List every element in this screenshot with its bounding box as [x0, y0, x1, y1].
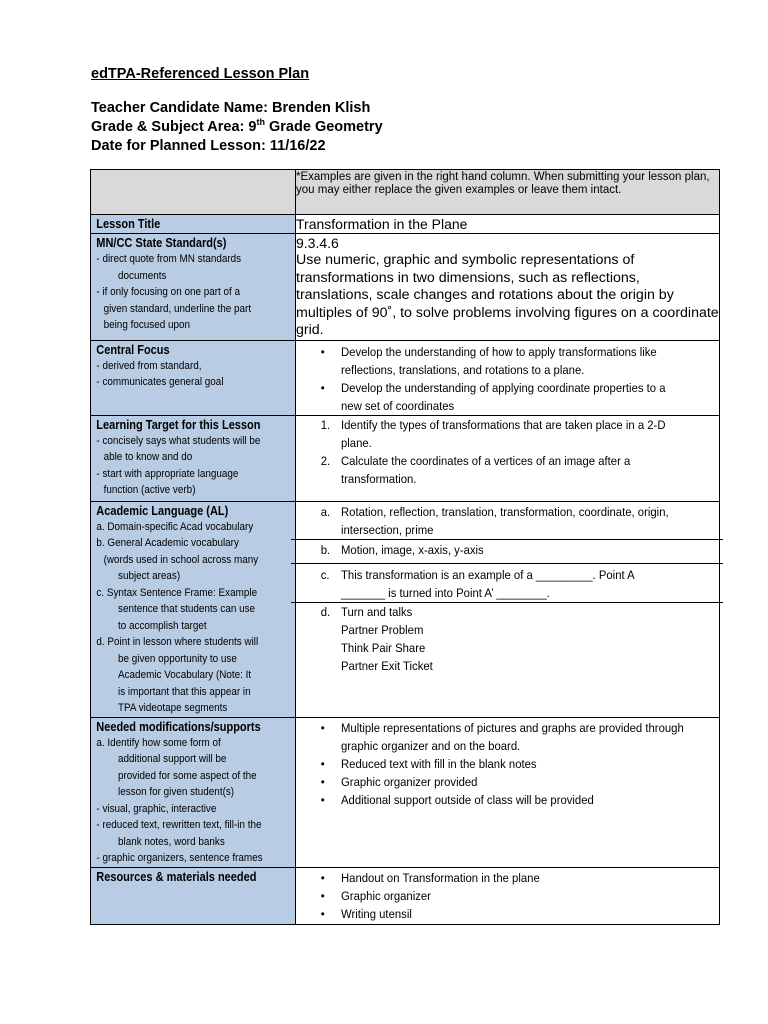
- al-part-a: [291, 502, 723, 540]
- academic-language-cell: [296, 501, 720, 717]
- document-title: edTPA-Referenced Lesson Plan: [91, 66, 310, 82]
- al-part-d-item-wrap: [320, 603, 692, 621]
- learning-target-cell: [296, 415, 720, 501]
- standard-heading: MN/CC State Standard(s): [96, 236, 227, 250]
- lesson-title-heading: Lesson Title: [96, 217, 161, 231]
- modifications-note: lesson for given student(s): [118, 786, 235, 798]
- learning-target-note: able to know and do: [103, 451, 193, 463]
- learning-target-heading: Learning Target for this Lesson: [96, 417, 261, 432]
- academic-language-label-cell: [91, 501, 296, 717]
- examples-row: [91, 170, 720, 215]
- central-focus-list: [296, 343, 719, 415]
- resource-item: • Handout on Transformation in the plane: [341, 869, 689, 887]
- academic-language-row: [91, 501, 720, 717]
- resources-list: [296, 869, 719, 923]
- academic-language-note: be given opportunity to use: [118, 652, 237, 665]
- learning-target-note: function (active verb): [103, 484, 196, 496]
- modifications-label-cell: [91, 717, 296, 867]
- al-part-c-label: c.: [320, 567, 330, 582]
- standard-note: - if only focusing on one part of a: [96, 286, 241, 298]
- standard-note: documents: [118, 269, 167, 282]
- modifications-cell: [296, 717, 720, 867]
- lesson-title-label-cell: [91, 215, 296, 234]
- academic-language-note: c. Syntax Sentence Frame: Example: [96, 586, 258, 599]
- learning-target-note: - concisely says what students will be: [96, 434, 261, 447]
- academic-language-note: (words used in school across many: [103, 553, 259, 566]
- al-part-d-item: Turn and talks: [341, 604, 413, 619]
- modification-item: • Reduced text with fill in the blank notes: [341, 755, 689, 773]
- al-part-d: [291, 603, 723, 675]
- modification-item: • Additional support outside of class will be provided: [341, 791, 689, 809]
- modification-item: • Graphic organizer provided: [341, 773, 689, 791]
- lesson-title-value-cell: [296, 215, 720, 234]
- resource-item: • Graphic organizer: [341, 887, 689, 905]
- central-focus-note: - derived from standard,: [96, 359, 202, 372]
- resources-label-cell: [91, 867, 296, 924]
- academic-language-note: to accomplish target: [118, 619, 207, 632]
- al-part-d-item: Partner Exit Ticket: [341, 658, 433, 673]
- lesson-title-value: Transformation in the Plane: [296, 216, 468, 232]
- modifications-note: a. Identify how some form of: [96, 736, 221, 749]
- academic-language-note: subject areas): [118, 570, 181, 582]
- resources-row: [91, 867, 720, 924]
- grade-label: Grade & Subject Area:: [91, 119, 245, 135]
- examples-left-cell: [91, 170, 296, 215]
- central-focus-label-cell: [91, 340, 296, 415]
- central-focus-heading: Central Focus: [96, 342, 170, 357]
- resources-heading: Resources & materials needed: [96, 869, 257, 884]
- learning-target-text: Identify the types of transformations that are taken place in a 2-D plane.: [341, 417, 666, 450]
- modifications-note: - visual, graphic, interactive: [96, 802, 217, 815]
- standard-label-cell: [91, 234, 296, 341]
- lesson-plan-table: [90, 169, 720, 925]
- learning-target-item: [320, 416, 689, 452]
- al-part-a-label: a.: [320, 504, 331, 519]
- academic-language-note: b. General Academic vocabulary: [96, 537, 239, 549]
- modification-item: • Multiple representations of pictures and graphs are provided through graphic organizer and on the board.: [341, 719, 689, 755]
- academic-language-note: d. Point in lesson where students will: [96, 636, 259, 648]
- learning-target-text: Calculate the coordinates of a vertices of an image after a transformation.: [341, 453, 631, 486]
- resource-item: • Writing utensil: [341, 905, 689, 923]
- al-part-b-label: b.: [320, 542, 331, 557]
- al-part-c: [291, 564, 723, 603]
- academic-language-note: a. Domain-specific Acad vocabulary: [96, 520, 254, 533]
- standard-note: - direct quote from MN standards: [96, 253, 242, 265]
- standard-note: being focused upon: [103, 319, 191, 331]
- academic-language-note: sentence that students can use: [118, 603, 256, 615]
- al-part-a-text-wrap: [320, 503, 692, 539]
- standard-note: given standard, underline the part: [103, 302, 252, 315]
- modifications-heading: Needed modifications/supports: [96, 719, 261, 734]
- al-part-c-line1-wrap: [320, 566, 692, 584]
- date-label: Date for Planned Lesson:: [91, 138, 266, 154]
- learning-target-label-cell: [91, 415, 296, 501]
- date-value: 11/16/22: [269, 138, 326, 154]
- standard-code: 9.3.4.6: [296, 235, 339, 251]
- resources-cell: [296, 867, 720, 924]
- learning-target-item: [320, 452, 689, 488]
- learning-target-note: - start with appropriate language: [96, 467, 239, 480]
- grade-superscript: th: [256, 117, 265, 128]
- al-part-d-item: Think Pair Share: [341, 640, 426, 655]
- grade-number: 9: [248, 119, 257, 135]
- modifications-note: - graphic organizers, sentence frames: [96, 852, 263, 864]
- lesson-title-row: [91, 215, 720, 234]
- al-part-b-text: Motion, image, x-axis, y-axis: [341, 542, 484, 557]
- al-part-b-text-wrap: [320, 541, 692, 559]
- modifications-list: [296, 719, 719, 809]
- al-part-d-label: d.: [320, 604, 331, 619]
- standard-row: [91, 234, 720, 341]
- central-focus-row: [91, 340, 720, 415]
- central-focus-note: - communicates general goal: [96, 376, 224, 388]
- learning-target-list: [296, 416, 719, 488]
- teacher-name: Brenden Klish: [272, 100, 371, 116]
- teacher-line: [91, 100, 370, 116]
- examples-note: *Examples are given in the right hand column. When submitting your lesson plan, you may either replace the given examples or leave them intact.: [296, 170, 720, 215]
- date-line: [91, 138, 326, 154]
- modifications-note: - reduced text, rewritten text, fill-in the: [96, 819, 262, 831]
- academic-language-heading: Academic Language (AL): [96, 503, 229, 518]
- central-focus-cell: [296, 340, 720, 415]
- academic-language-note: TPA videotape segments: [118, 702, 228, 714]
- al-part-d-item: Partner Problem: [341, 622, 424, 637]
- modifications-note: additional support will be: [118, 753, 227, 765]
- standard-value-cell: [296, 234, 720, 341]
- teacher-label: Teacher Candidate Name:: [91, 100, 269, 116]
- academic-language-note: is important that this appear in: [118, 685, 251, 698]
- al-part-c-line2: _______ is turned into Point A’ ________.: [341, 585, 550, 600]
- al-part-c-line1: This transformation is an example of a _________. Point A: [341, 567, 635, 582]
- modifications-row: [91, 717, 720, 867]
- academic-language-note: Academic Vocabulary (Note: It: [118, 669, 252, 681]
- modifications-note: provided for some aspect of the: [118, 769, 257, 782]
- learning-target-row: [91, 415, 720, 501]
- standard-text: Use numeric, graphic and symbolic representations of transformations in two dimensions, such as reflections, translations, scale changes and rotations about the origin by multiples of 90˚, to solve problems involving figures on a coordinate grid.: [296, 252, 719, 338]
- al-part-b: [291, 540, 723, 564]
- grade-line: [91, 119, 383, 135]
- central-focus-item: • Develop the understanding of applying coordinate properties to a new set of coordinates: [341, 379, 689, 415]
- central-focus-item: • Develop the understanding of how to apply transformations like reflections, translations, and rotations to a plane.: [341, 343, 689, 379]
- modifications-note: blank notes, word banks: [118, 835, 225, 848]
- learning-target-number: 2.: [320, 453, 331, 468]
- grade-subject: Grade Geometry: [269, 119, 383, 135]
- learning-target-number: 1.: [320, 417, 331, 432]
- al-part-a-text: Rotation, reflection, translation, transformation, coordinate, origin, intersection, prime: [341, 504, 669, 537]
